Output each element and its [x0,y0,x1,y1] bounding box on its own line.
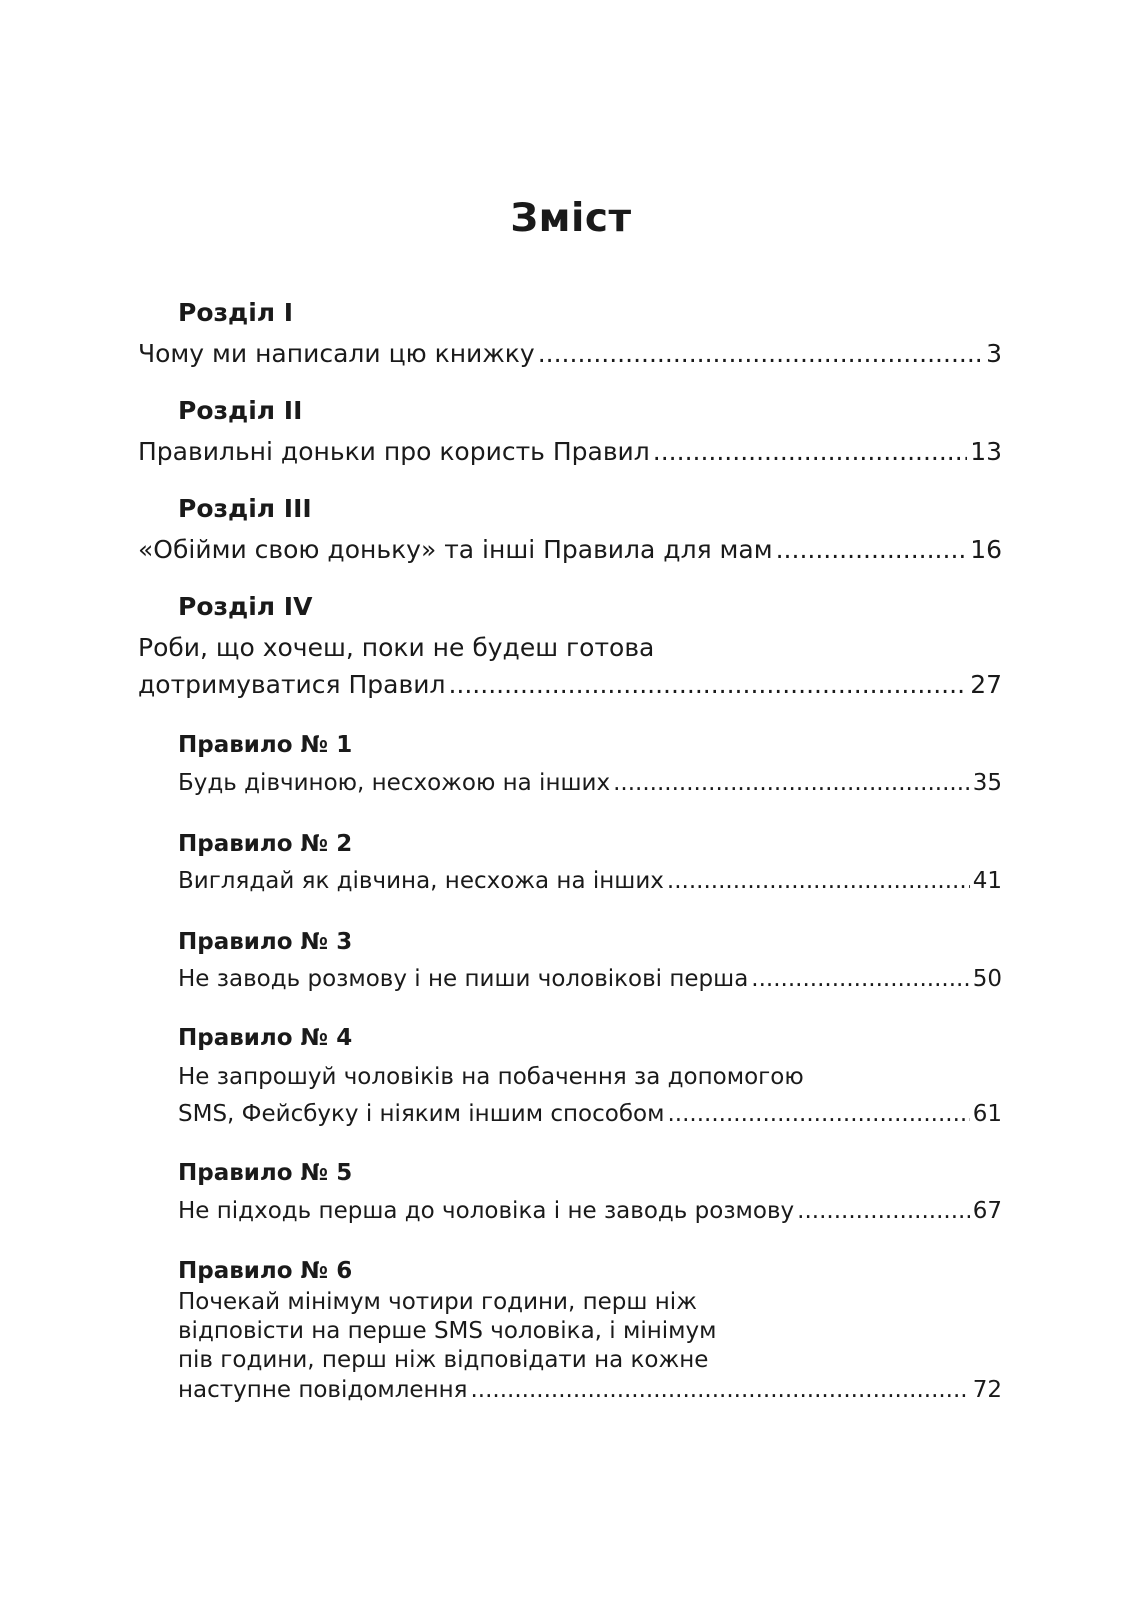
rule-6-title: наступне повідомлення [178,1377,468,1403]
rule-4-title-line-1: Не запрошуй чоловіків на побачення за допомогою [178,1064,804,1090]
dot-leader [667,1101,969,1127]
section-2-heading: Розділ II [178,396,303,425]
section-2-entry[interactable] [138,437,1002,466]
section-1-title: Чому ми написали цю книжку [138,339,535,368]
dot-leader [653,437,967,466]
dot-leader [613,770,970,796]
dot-leader [797,1198,970,1224]
section-1-entry[interactable] [138,339,1002,368]
dot-leader [776,535,968,564]
rule-1-title: Будь дівчиною, несхожою на інших [178,770,611,796]
section-3-entry[interactable] [138,535,1002,564]
dot-leader [470,1377,969,1403]
rule-3-entry[interactable] [178,966,1002,992]
rule-2-entry[interactable] [178,868,1002,894]
rule-2-title: Виглядай як дівчина, несхожа на інших [178,868,664,894]
section-1-page: 3 [986,339,1002,368]
section-3-heading: Розділ III [178,494,312,523]
rule-5-title: Не підходь перша до чоловіка і не заводь розмову [178,1198,795,1224]
section-2-title: Правильні доньки про користь Правил [138,437,650,466]
rule-5-page: 67 [972,1198,1002,1224]
dot-leader [538,339,983,368]
rule-6-title-line-2: відповісти на перше SMS чоловіка, і мінімум [178,1318,717,1344]
rule-6-page: 72 [972,1377,1002,1403]
rule-2-page: 41 [972,868,1002,894]
rule-4-page: 61 [972,1101,1002,1127]
section-4-entry[interactable] [138,670,1002,699]
rule-3-page: 50 [972,966,1002,992]
section-2-page: 13 [970,437,1002,466]
section-3-page: 16 [970,535,1002,564]
rule-5-entry[interactable] [178,1198,1002,1224]
dot-leader [751,966,969,992]
rule-6-heading: Правило № 6 [178,1258,353,1284]
dot-leader [448,670,967,699]
rule-5-heading: Правило № 5 [178,1160,353,1186]
section-4-heading: Розділ IV [178,592,313,621]
rule-6-entry[interactable] [178,1377,1002,1403]
rule-4-entry[interactable] [178,1101,1002,1127]
section-4-title: дотримуватися Правил [138,670,446,699]
section-4-title-line-1: Роби, що хочеш, поки не будеш готова [138,633,655,662]
rule-1-entry[interactable] [178,770,1002,796]
dot-leader [667,868,970,894]
page-title: Зміст [510,196,632,241]
rule-2-heading: Правило № 2 [178,831,353,857]
rule-6-title-line-3: пів години, перш ніж відповідати на кожне [178,1347,709,1373]
rule-1-heading: Правило № 1 [178,732,353,758]
rule-3-heading: Правило № 3 [178,929,353,955]
rule-6-title-line-1: Почекай мінімум чотири години, перш ніж [178,1289,697,1315]
rule-4-heading: Правило № 4 [178,1025,353,1051]
section-1-heading: Розділ I [178,298,294,327]
rule-3-title: Не заводь розмову і не пиши чоловікові перша [178,966,749,992]
section-4-page: 27 [970,670,1002,699]
rule-1-page: 35 [972,770,1002,796]
section-3-title: «Обійми свою доньку» та інші Правила для мам [138,535,773,564]
rule-4-title: SMS, Фейсбуку і ніяким іншим способом [178,1101,665,1127]
